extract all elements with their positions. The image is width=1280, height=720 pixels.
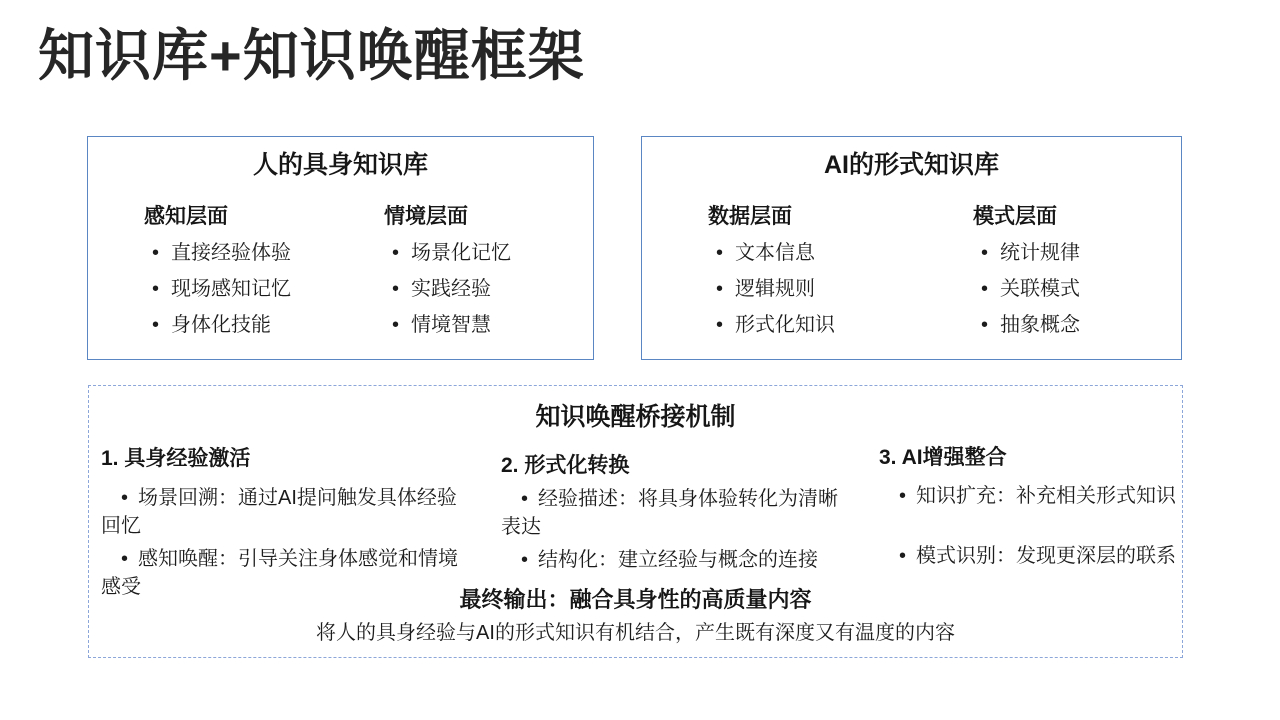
step-heading: 2. 形式化转换 bbox=[501, 454, 630, 477]
bridge-steps bbox=[101, 438, 1176, 601]
step-item-label: 感知唤醒：引导关注身体感觉和情境感受 bbox=[101, 548, 459, 598]
ai-knowledge-columns bbox=[642, 204, 1181, 348]
bullet-icon: • bbox=[392, 314, 400, 336]
bullet-icon: • bbox=[521, 549, 529, 571]
list-item-label: 实践经验 bbox=[411, 278, 492, 300]
page-title: 知识库+知识唤醒框架 bbox=[38, 24, 585, 87]
list-item bbox=[144, 312, 384, 338]
ai-knowledge-box-title: AI的形式知识库 bbox=[823, 151, 999, 179]
step-embodied-activation bbox=[101, 438, 501, 601]
list-item bbox=[144, 240, 384, 266]
bullet-icon: • bbox=[121, 548, 129, 570]
step-heading: 1. 具身经验激活 bbox=[101, 447, 251, 470]
step-item-label: 知识扩充：补充相关形式知识 bbox=[916, 485, 1177, 507]
data-layer-column-header: 数据层面 bbox=[708, 205, 792, 228]
step-item bbox=[501, 485, 855, 541]
list-item-label: 关联模式 bbox=[1000, 278, 1081, 300]
step-item bbox=[879, 542, 1176, 570]
step-formal-conversion bbox=[501, 438, 879, 601]
human-knowledge-box-title: 人的具身知识库 bbox=[252, 151, 428, 179]
list-item-label: 形式化知识 bbox=[735, 314, 836, 336]
list-item-label: 现场感知记忆 bbox=[171, 278, 292, 300]
step-item bbox=[101, 484, 465, 540]
perception-list bbox=[144, 240, 384, 338]
bullet-icon: • bbox=[899, 485, 907, 507]
step-heading: 3. AI增强整合 bbox=[879, 446, 1007, 469]
bullet-icon: • bbox=[152, 314, 160, 336]
perception-column-header: 感知层面 bbox=[144, 205, 228, 228]
data-layer-list bbox=[708, 240, 973, 338]
bullet-icon: • bbox=[716, 278, 724, 300]
list-item bbox=[384, 240, 511, 266]
list-item-label: 抽象概念 bbox=[1000, 314, 1081, 336]
list-item-label: 直接经验体验 bbox=[171, 242, 292, 264]
list-item bbox=[708, 276, 973, 302]
list-item-label: 统计规律 bbox=[1000, 242, 1081, 264]
bullet-icon: • bbox=[716, 314, 724, 336]
bullet-icon: • bbox=[981, 314, 989, 336]
situational-list bbox=[384, 240, 511, 338]
step-item-label: 场景回溯：通过AI提问触发具体经验回忆 bbox=[101, 487, 457, 537]
final-output-title: 最终输出：融合具身性的高质量内容 bbox=[459, 587, 812, 612]
bullet-icon: • bbox=[981, 278, 989, 300]
situational-column-header: 情境层面 bbox=[384, 205, 468, 228]
list-item bbox=[708, 312, 973, 338]
step-item-label: 结构化：建立经验与概念的连接 bbox=[538, 549, 819, 571]
bridge-mechanism-box bbox=[88, 385, 1183, 658]
bullet-icon: • bbox=[121, 487, 129, 509]
data-layer-column bbox=[708, 204, 973, 348]
human-knowledge-columns bbox=[88, 204, 593, 348]
human-knowledge-box bbox=[87, 136, 594, 360]
ai-knowledge-box bbox=[641, 136, 1182, 360]
list-item-label: 文本信息 bbox=[735, 242, 816, 264]
bullet-icon: • bbox=[152, 242, 160, 264]
list-item bbox=[384, 312, 511, 338]
pattern-layer-list bbox=[973, 240, 1080, 338]
list-item-label: 身体化技能 bbox=[171, 314, 272, 336]
step-item bbox=[879, 482, 1176, 510]
perception-column bbox=[144, 204, 384, 348]
bridge-mechanism-title: 知识唤醒桥接机制 bbox=[535, 403, 736, 431]
list-item-label: 场景化记忆 bbox=[411, 242, 512, 264]
pattern-layer-column bbox=[973, 204, 1080, 348]
list-item bbox=[973, 312, 1080, 338]
list-item-label: 情境智慧 bbox=[411, 314, 492, 336]
step-item-label: 经验描述：将具身体验转化为清晰表达 bbox=[501, 488, 839, 538]
bullet-icon: • bbox=[521, 488, 529, 510]
bullet-icon: • bbox=[981, 242, 989, 264]
list-item bbox=[144, 276, 384, 302]
step-ai-integration bbox=[879, 438, 1176, 601]
situational-column bbox=[384, 204, 511, 348]
bullet-icon: • bbox=[716, 242, 724, 264]
final-output-description: 将人的具身经验与AI的形式知识有机结合，产生既有深度又有温度的内容 bbox=[316, 622, 955, 644]
step-item-label: 模式识别：发现更深层的联系 bbox=[916, 545, 1177, 567]
list-item bbox=[708, 240, 973, 266]
pattern-layer-column-header: 模式层面 bbox=[973, 205, 1057, 228]
bullet-icon: • bbox=[899, 545, 907, 567]
list-item bbox=[384, 276, 511, 302]
bullet-icon: • bbox=[392, 278, 400, 300]
step-item bbox=[501, 546, 855, 574]
list-item-label: 逻辑规则 bbox=[735, 278, 816, 300]
bullet-icon: • bbox=[152, 278, 160, 300]
list-item bbox=[973, 276, 1080, 302]
list-item bbox=[973, 240, 1080, 266]
bullet-icon: • bbox=[392, 242, 400, 264]
